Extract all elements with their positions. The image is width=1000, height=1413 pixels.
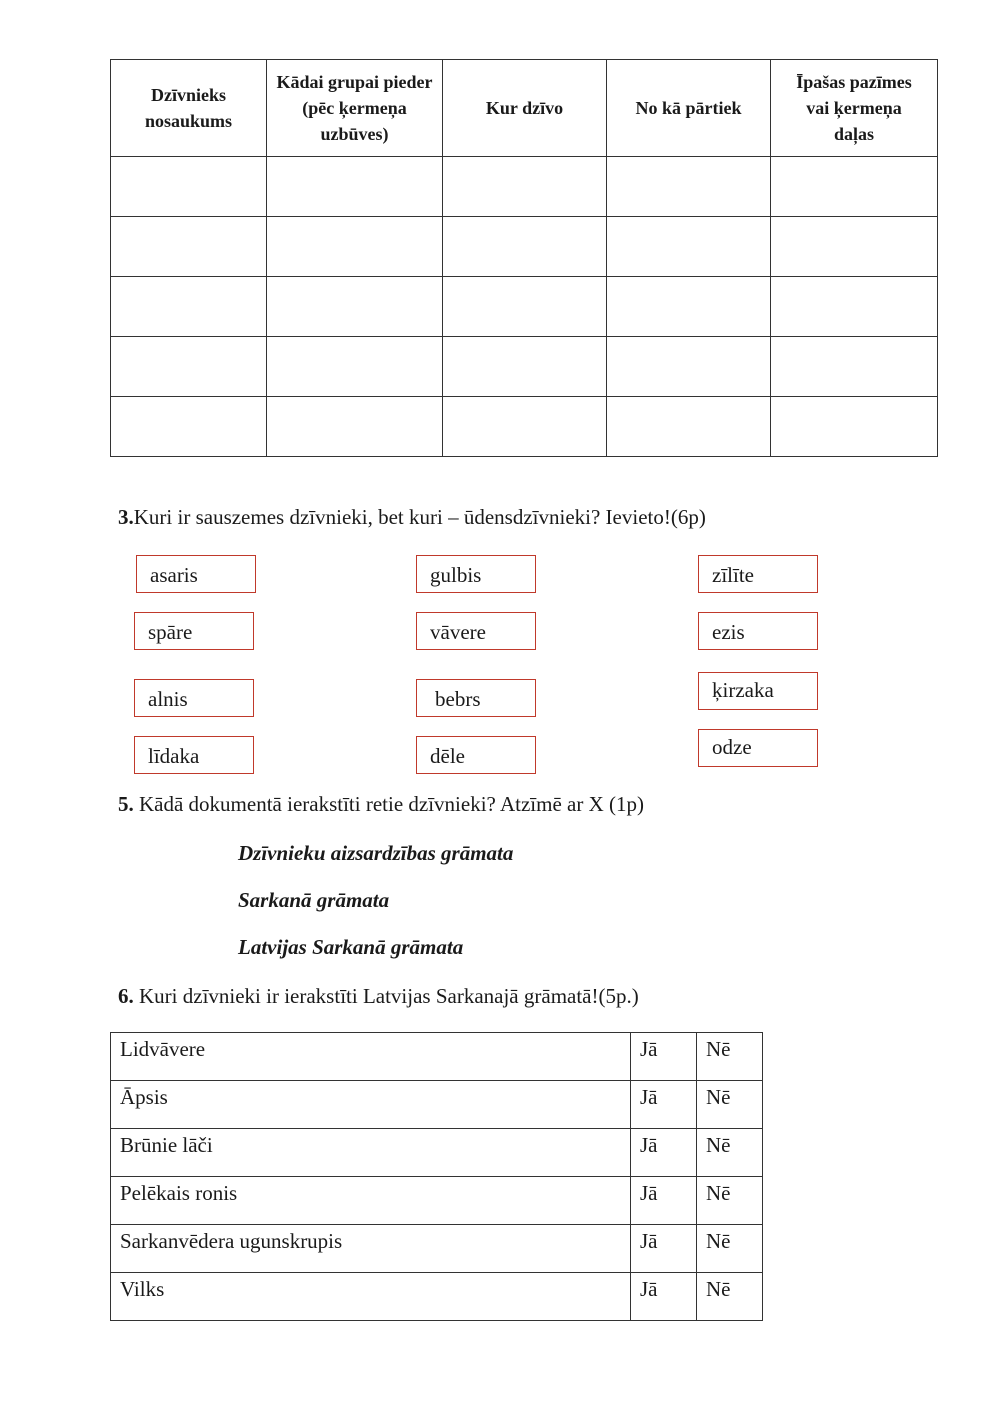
header-features: Īpašas pazīmes vai ķermeņa daļas [771, 60, 938, 157]
table-row [111, 217, 938, 277]
table-row [111, 157, 938, 217]
table-cell[interactable] [771, 217, 938, 277]
animal-name: Lidvāvere [111, 1033, 631, 1081]
word-box-kirzaka[interactable]: ķirzaka [698, 672, 818, 710]
table-cell[interactable] [111, 397, 267, 457]
table-row [111, 337, 938, 397]
table-cell[interactable] [267, 277, 443, 337]
table-row [111, 397, 938, 457]
table-cell[interactable] [443, 397, 607, 457]
question-5-text: Kādā dokumentā ierakstīti retie dzīvnieki? Atzīmē ar X (1p) [139, 792, 644, 816]
table-row [111, 277, 938, 337]
table-cell[interactable] [771, 337, 938, 397]
table-cell[interactable] [771, 157, 938, 217]
word-box-ezis[interactable]: ezis [698, 612, 818, 650]
header-animal-name: Dzīvnieks nosaukums [111, 60, 267, 157]
no-option[interactable]: Nē [697, 1225, 763, 1273]
animal-name: Sarkanvēdera ugunskrupis [111, 1225, 631, 1273]
table-row [111, 1129, 763, 1177]
question-5-number: 5. [118, 792, 134, 816]
word-box-asaris[interactable]: asaris [136, 555, 256, 593]
table-row [111, 1081, 763, 1129]
no-option[interactable]: Nē [697, 1177, 763, 1225]
table-row [111, 1273, 763, 1321]
table-cell[interactable] [111, 157, 267, 217]
table-cell[interactable] [111, 217, 267, 277]
question-3-number: 3. [118, 505, 134, 529]
option-red-book[interactable]: Sarkanā grāmata [238, 888, 390, 912]
animal-name: Āpsis [111, 1081, 631, 1129]
question-3 [118, 505, 706, 530]
table-cell[interactable] [771, 277, 938, 337]
option-latvian-red-book[interactable]: Latvijas Sarkanā grāmata [238, 935, 464, 959]
no-option[interactable]: Nē [697, 1273, 763, 1321]
question-6-text: Kuri dzīvnieki ir ierakstīti Latvijas Sarkanajā grāmatā!(5p.) [139, 984, 639, 1008]
red-book-table [110, 1032, 763, 1321]
word-box-dele[interactable]: dēle [416, 736, 536, 774]
no-option[interactable]: Nē [697, 1129, 763, 1177]
table-cell[interactable] [443, 277, 607, 337]
table-row [111, 1225, 763, 1273]
table-row [111, 1033, 763, 1081]
yes-option[interactable]: Jā [631, 1225, 697, 1273]
animal-name: Pelēkais ronis [111, 1177, 631, 1225]
table-cell[interactable] [111, 337, 267, 397]
animal-name: Vilks [111, 1273, 631, 1321]
yes-option[interactable]: Jā [631, 1177, 697, 1225]
header-habitat: Kur dzīvo [443, 60, 607, 157]
table-cell[interactable] [607, 277, 771, 337]
question-5 [118, 792, 644, 817]
header-food: No kā pārtiek [607, 60, 771, 157]
table-cell[interactable] [771, 397, 938, 457]
table-cell[interactable] [607, 157, 771, 217]
table-cell[interactable] [267, 337, 443, 397]
table-cell[interactable] [443, 337, 607, 397]
table-cell[interactable] [443, 217, 607, 277]
word-box-lidaka[interactable]: līdaka [134, 736, 254, 774]
table-cell[interactable] [267, 217, 443, 277]
yes-option[interactable]: Jā [631, 1033, 697, 1081]
question-6 [118, 984, 639, 1009]
animal-name: Brūnie lāči [111, 1129, 631, 1177]
no-option[interactable]: Nē [697, 1033, 763, 1081]
table-cell[interactable] [607, 397, 771, 457]
word-box-zilite[interactable]: zīlīte [698, 555, 818, 593]
word-box-odze[interactable]: odze [698, 729, 818, 767]
animal-info-table [110, 59, 938, 457]
word-box-vavere[interactable]: vāvere [416, 612, 536, 650]
table-cell[interactable] [111, 277, 267, 337]
table-cell[interactable] [267, 157, 443, 217]
table-cell[interactable] [267, 397, 443, 457]
word-box-gulbis[interactable]: gulbis [416, 555, 536, 593]
table-cell[interactable] [443, 157, 607, 217]
yes-option[interactable]: Jā [631, 1273, 697, 1321]
no-option[interactable]: Nē [697, 1081, 763, 1129]
table-header-row [111, 60, 938, 157]
word-box-bebrs[interactable]: bebrs [416, 679, 536, 717]
word-box-spare[interactable]: spāre [134, 612, 254, 650]
question-6-number: 6. [118, 984, 134, 1008]
table-cell[interactable] [607, 337, 771, 397]
question-3-text: Kuri ir sauszemes dzīvnieki, bet kuri – ūdensdzīvnieki? Ievieto!(6p) [133, 505, 706, 529]
table-cell[interactable] [607, 217, 771, 277]
option-animal-protection-book[interactable]: Dzīvnieku aizsardzības grāmata [238, 841, 514, 865]
table-row [111, 1177, 763, 1225]
word-box-alnis[interactable]: alnis [134, 679, 254, 717]
yes-option[interactable]: Jā [631, 1081, 697, 1129]
yes-option[interactable]: Jā [631, 1129, 697, 1177]
header-group: Kādai grupai pieder (pēc ķermeņa uzbūves) [267, 60, 443, 157]
